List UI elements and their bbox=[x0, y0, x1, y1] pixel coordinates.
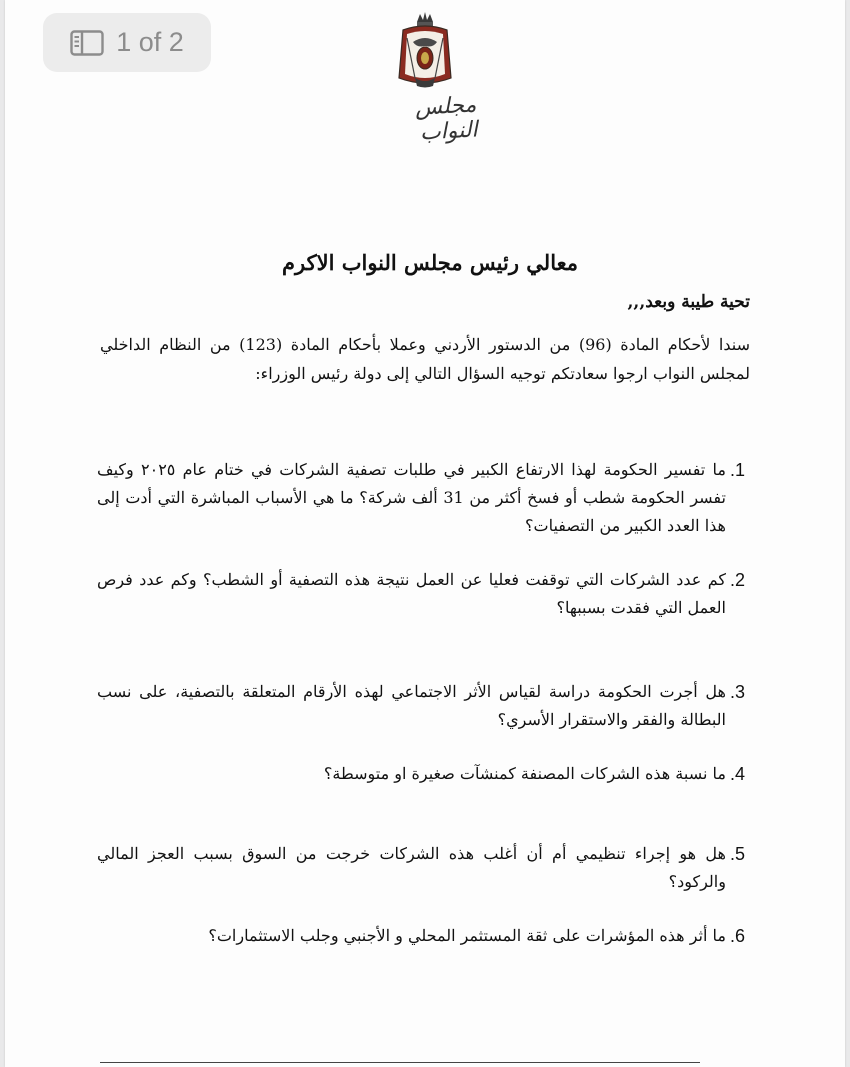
letterhead-signature: مجلس النواب bbox=[414, 92, 479, 146]
letter-heading: معالي رئيس مجلس النواب الاكرم bbox=[282, 250, 578, 275]
question-text: هل أجرت الحكومة دراسة لقياس الأثر الاجتماعي لهذه الأرقام المتعلقة بالتصفية، على نسب البطالة والفقر والاستقرار الأسري؟ bbox=[97, 682, 726, 729]
question-text: ما تفسير الحكومة لهذا الارتفاع الكبير في طلبات تصفية الشركات في ختام عام ٢٠٢٥ وكيف تفسر الحكومة شطب أو فسخ أكثر من 31 ألف شركة؟ ما هي الأسباب المباشرة التي أدت إلى هذا العدد الكبير من التصفيات؟ bbox=[97, 460, 726, 535]
question-number: 5. bbox=[729, 844, 745, 864]
list-item bbox=[97, 922, 745, 950]
list-item bbox=[97, 760, 745, 788]
question-number: 4. bbox=[729, 764, 745, 784]
list-item bbox=[97, 840, 745, 896]
question-text: ما نسبة هذه الشركات المصنفة كمنشآت صغيرة او متوسطة؟ bbox=[323, 764, 726, 783]
list-item bbox=[97, 678, 745, 734]
sidebar-icon[interactable] bbox=[70, 30, 104, 56]
question-text: ما أثر هذه المؤشرات على ثقة المستثمر المحلي و الأجنبي وجلب الاستثمارات؟ bbox=[208, 926, 726, 945]
letter-greeting: تحية طيبة وبعد,,, bbox=[627, 292, 750, 312]
question-number: 2. bbox=[729, 570, 745, 590]
bottom-divider bbox=[100, 1062, 700, 1063]
document-page bbox=[5, 0, 845, 1067]
list-item bbox=[97, 566, 745, 622]
letter-intro: سندا لأحكام المادة (96) من الدستور الأردني وعملا بأحكام المادة (123) من النظام الداخلي لمجلس النواب ارجوا سعادتكم توجيه السؤال التالي إلى دولة رئيس الوزراء: bbox=[100, 335, 751, 383]
question-number: 6. bbox=[729, 926, 745, 946]
royal-emblem-icon bbox=[393, 8, 457, 90]
question-text: هل هو إجراء تنظيمي أم أن أغلب هذه الشركات خرجت من السوق بسبب العجز المالي والركود؟ bbox=[97, 844, 726, 891]
page-indicator-label: 1 of 2 bbox=[116, 27, 184, 57]
question-number: 3. bbox=[729, 682, 745, 702]
page-indicator[interactable] bbox=[43, 13, 211, 72]
list-item bbox=[97, 456, 745, 540]
question-number: 1. bbox=[729, 460, 745, 480]
question-text: كم عدد الشركات التي توقفت فعليا عن العمل نتيجة هذه التصفية أو الشطب؟ وكم عدد فرص العمل التي فقدت بسببها؟ bbox=[97, 570, 726, 617]
